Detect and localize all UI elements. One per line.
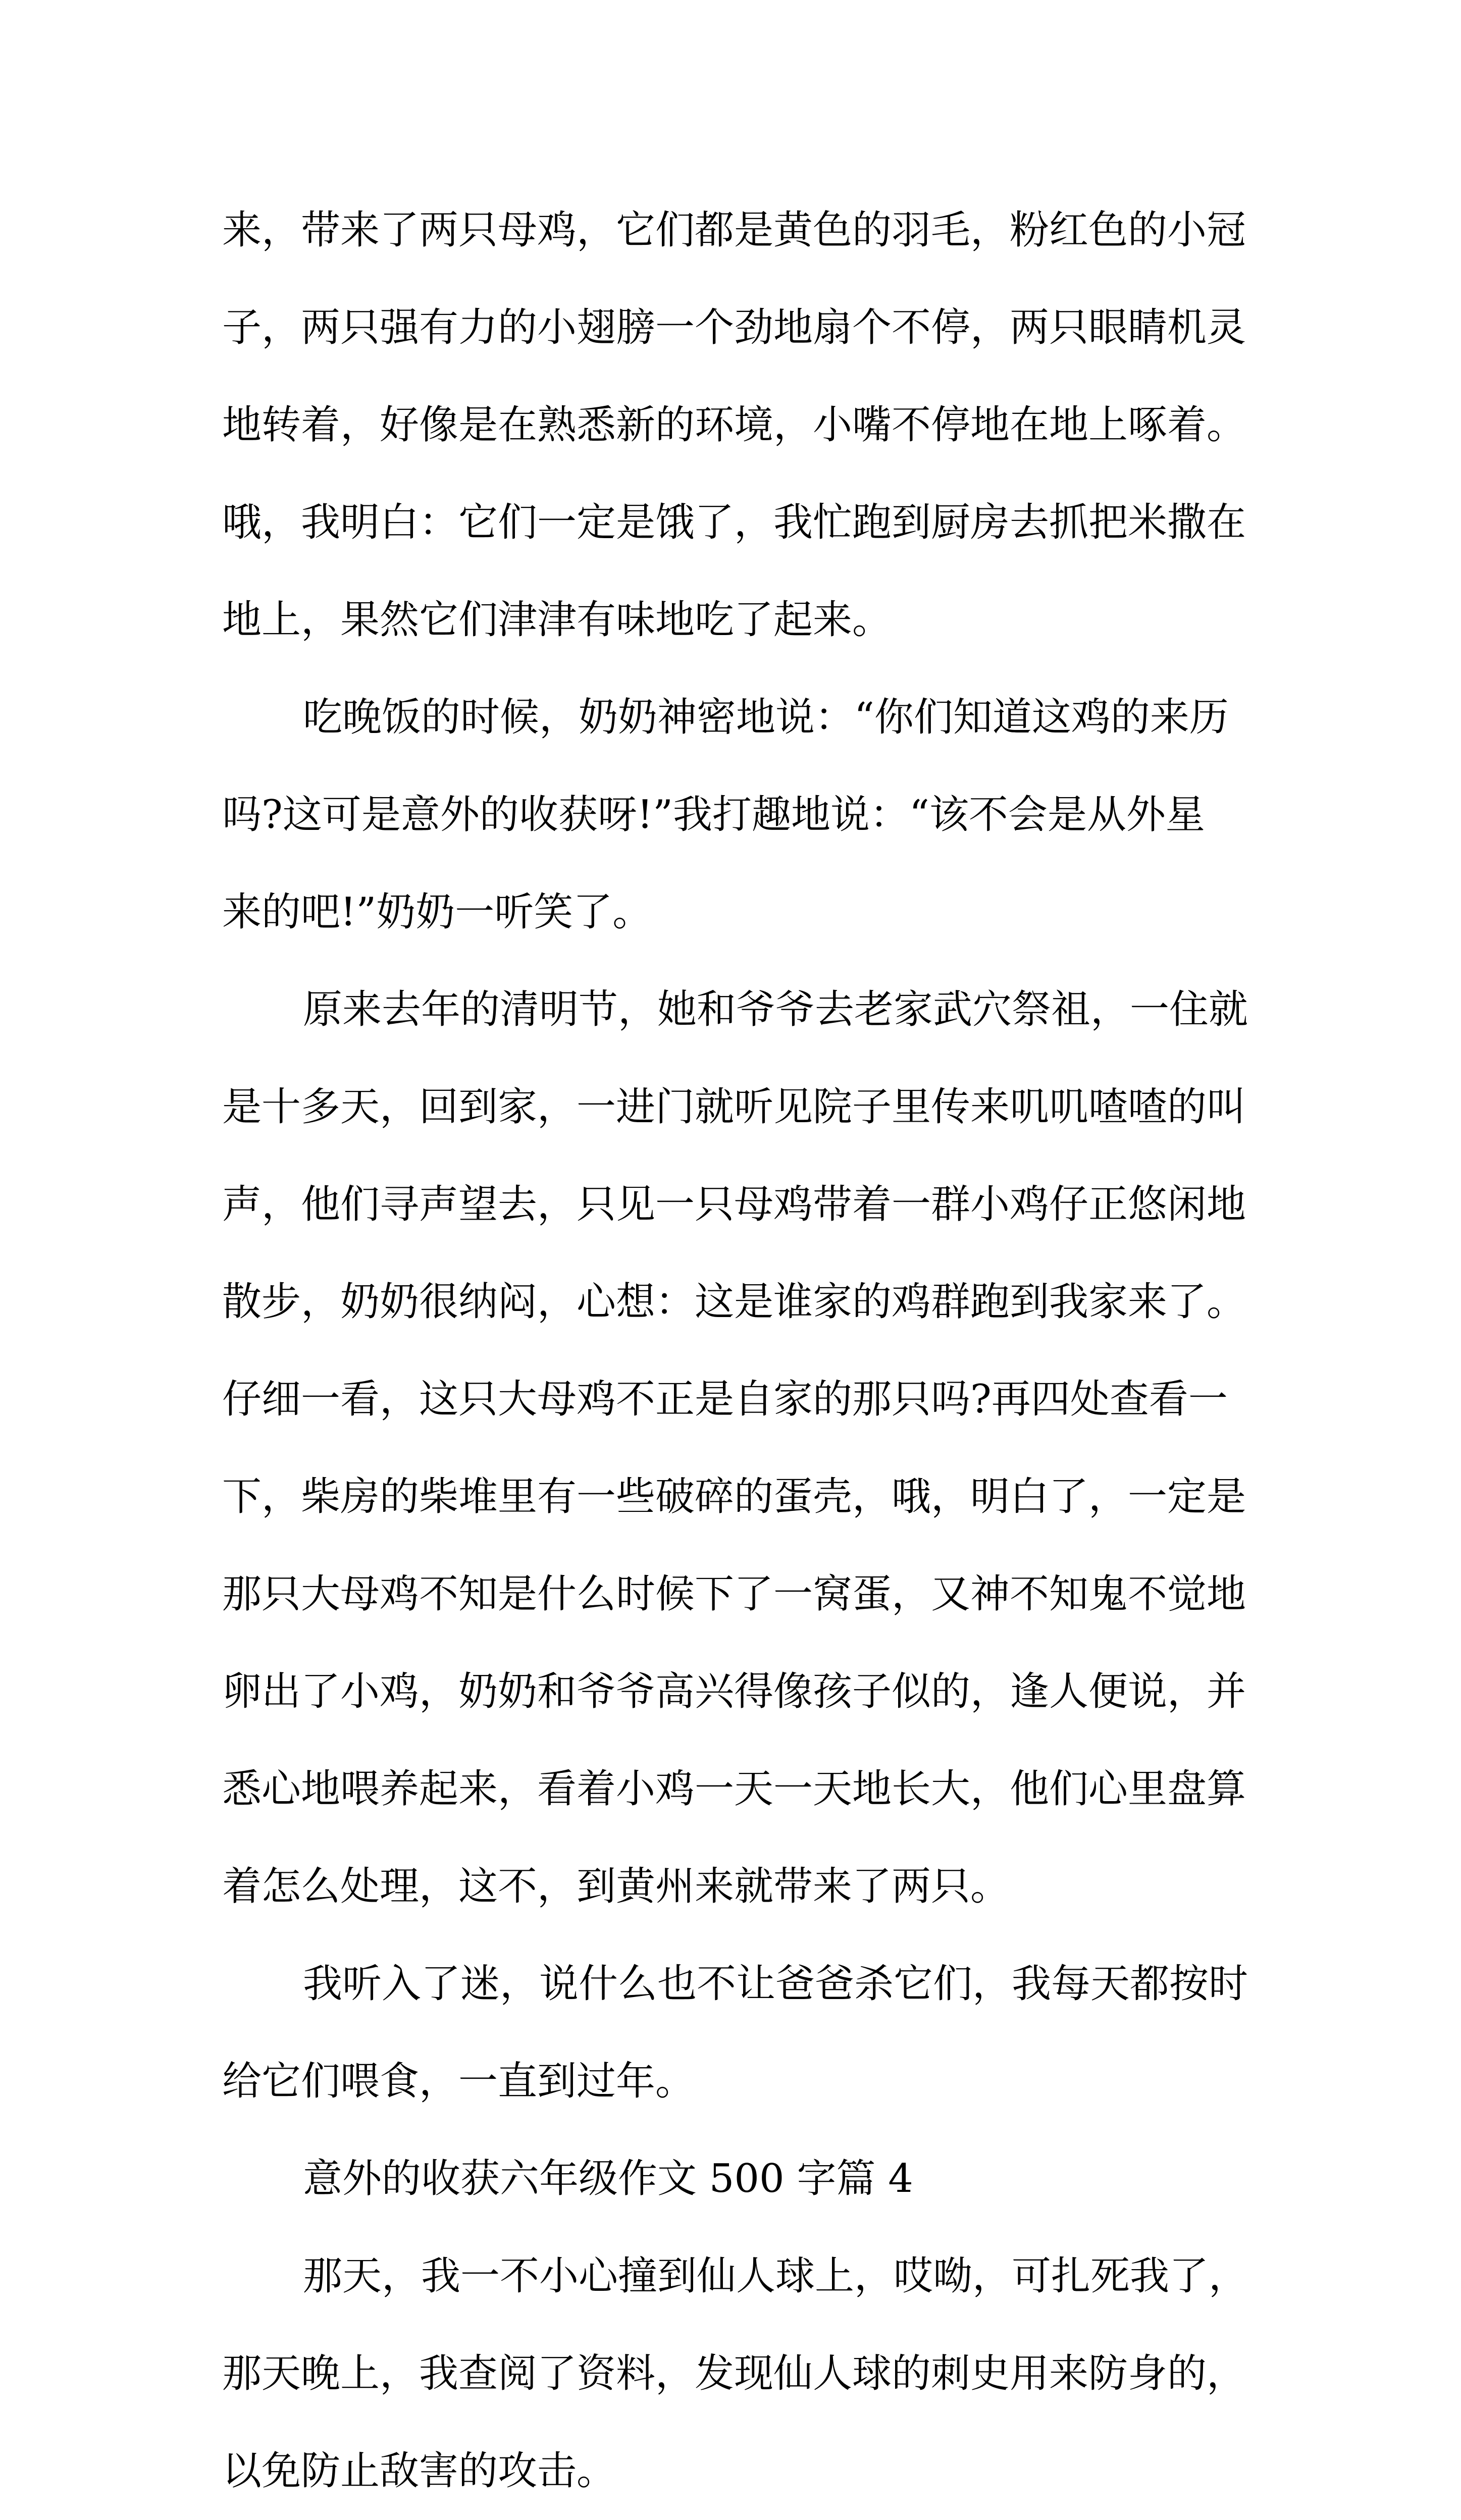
text-line: 声，他们寻声望去，只见一只母鸡带着一群小鸡仔正悠闲地 xyxy=(222,1182,1246,1227)
text-line: 是十多天，回到家，一进门就听见院子里传来叽叽喳喳的叫 xyxy=(222,1084,1246,1130)
text-line: 着怎么处理，这不，到黄州来就带来了两只。 xyxy=(222,1864,1010,1909)
text-line: 子，两只强有力的小翅膀一个劲地扇个不停，两只眼睛机灵 xyxy=(222,305,1246,350)
text-line: 以免防止敌害的攻击。 xyxy=(222,2448,616,2494)
text-line: 地上，果然它们津津有味地吃了起来。 xyxy=(222,597,892,643)
text-line: 散步，奶奶很纳闷，心想：这是谁家的鸡群跑到我家来了。 xyxy=(222,1279,1246,1325)
text-line: 吗?这可是意外的收获呀!”我打趣地说：“该不会是从外星 xyxy=(222,792,1205,837)
text-line: 下，柴房的柴堆里有一些破碎的蛋壳，哦，明白了，一定是 xyxy=(222,1474,1246,1519)
text-line: 仔细一看，这只大母鸡不正是自家的那只吗?再四处查看一 xyxy=(222,1377,1228,1422)
paragraph-start-line: 吃晚饭的时候，奶奶神密地说：“你们知道这鸡的来历 xyxy=(303,695,1229,740)
text-line: 卵出了小鸡，奶奶和爷爷高兴得像孩子似的，逢人便说，并 xyxy=(222,1669,1246,1714)
paragraph-start-line: 我听入了迷，说什么也不让爸爸杀它们，我每天都按时 xyxy=(303,1961,1248,2007)
text-line: 悉心地喂养起来，看着小鸡一天一天地长大，他们心里盘算 xyxy=(222,1766,1246,1812)
text-line: 那天晚上，我查阅了资料，发现仙人球的刺史用来防身的， xyxy=(222,2351,1246,2396)
text-line: 给它们喂食，一直到过年。 xyxy=(222,2059,695,2104)
text-line: 来的吧!”奶奶一听笑了。 xyxy=(222,889,652,935)
text-line: 哦，我明白：它们一定是饿了，我忙跑到厨房去抓把米撒在 xyxy=(222,500,1246,545)
paragraph-start-line: 那天，我一不小心撞到仙人球上，哎呦，可扎死我了， xyxy=(303,2253,1248,2299)
text-line: 来，带来了两只母鸡，它们都是黄色的羽毛，粉红色的小冠 xyxy=(222,207,1246,253)
document-body xyxy=(222,182,1282,2520)
section-heading: 意外的收获六年级作文 500 字篇 4 xyxy=(303,2156,913,2201)
text-line: 地转着，好像是在熟悉新的环境，小嘴不停地在地上啄着。 xyxy=(222,402,1246,448)
text-line: 那只大母鸡不知是什么时候下了一窝蛋，又神不知鬼不觉地 xyxy=(222,1571,1246,1617)
paragraph-start-line: 原来去年的清明节，她和爷爷去老家武穴祭祖，一住就 xyxy=(303,987,1248,1032)
